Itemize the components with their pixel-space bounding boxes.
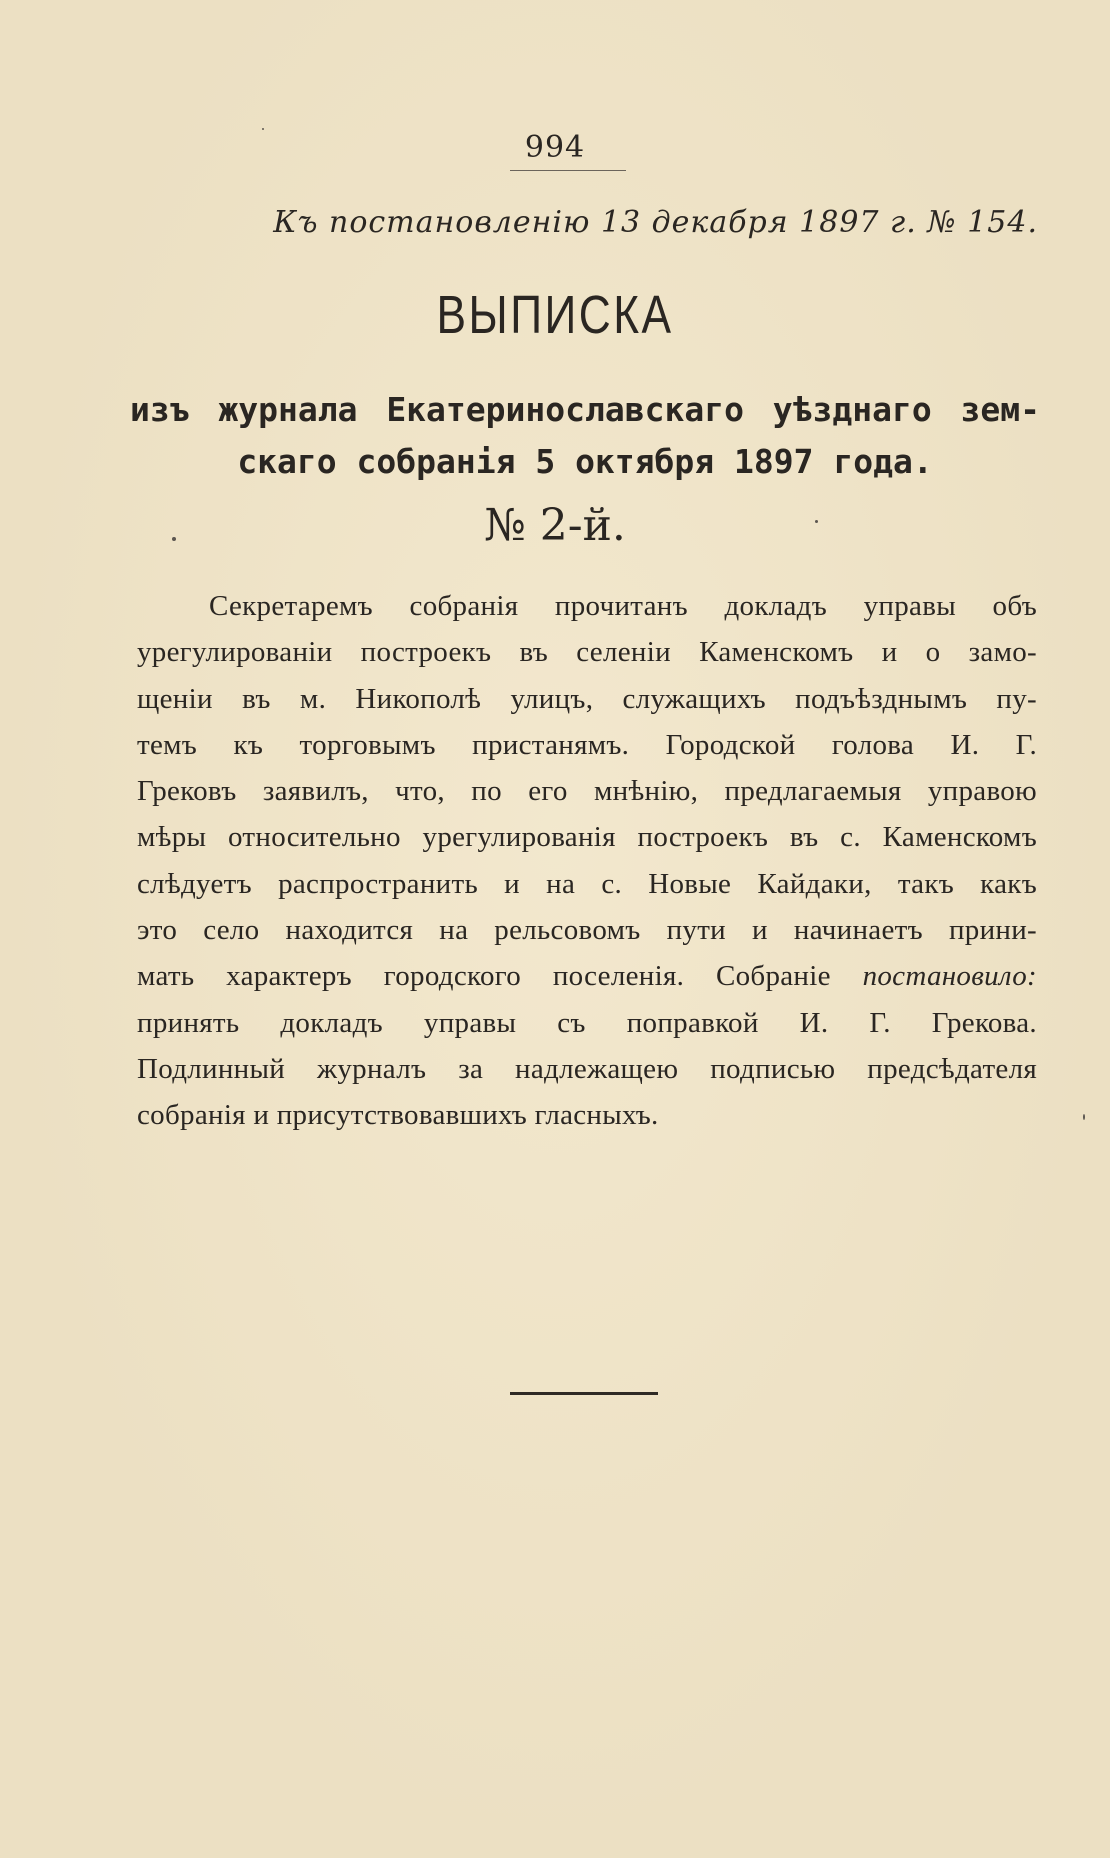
page-number-rule [510, 170, 626, 171]
item-number-heading: № 2-й. [484, 500, 626, 551]
body-line: слѣдуетъ распространить и на с. Новые Кайдаки, такъ какъ [137, 867, 1037, 900]
body-line: Секретаремъ собранія прочитанъ докладъ управы объ [209, 590, 1037, 622]
body-line-text: мать характеръ городского поселенія. Собраніе [137, 960, 831, 993]
body-line: щеніи въ м. Никополѣ улицъ, служащихъ подъѣзднымъ пу- [137, 682, 1037, 715]
body-line: принять докладъ управы съ поправкой И. Г. Грекова. [137, 1006, 1037, 1039]
body-paragraph [137, 583, 1037, 1139]
paper-speck [262, 128, 264, 130]
body-line: это село находится на рельсовомъ пути и начинаетъ прини- [137, 914, 1037, 947]
body-line [137, 953, 1037, 999]
body-line: темъ къ торговымъ пристанямъ. Городской голова И. Г. [137, 728, 1037, 761]
body-line: собранія и присутствовавшихъ гласныхъ. [137, 1099, 659, 1132]
body-line: мѣры относительно урегулированія построекъ въ с. Каменскомъ [137, 821, 1037, 854]
subtitle-line-2: скаго собранія 5 октября 1897 года. [237, 442, 933, 481]
resolved-italic: постановило: [862, 960, 1037, 993]
page-number: 994 [524, 130, 586, 165]
body-line: Подлинный журналъ за надлежащею подписью предсѣдателя [137, 1052, 1037, 1085]
body-line: урегулированіи построекъ въ селеніи Каменскомъ и о замо- [137, 636, 1037, 669]
end-rule [510, 1392, 658, 1395]
document-subtitle [130, 384, 1040, 488]
document-title: ВЫПИСКА [436, 285, 674, 345]
subtitle-line-1: изъ журнала Екатеринославскаго уѣзднаго зем- [130, 390, 1040, 429]
resolution-reference: Къ постановленію 13 декабря 1897 г. № 154. [273, 205, 1038, 240]
body-line: Грековъ заявилъ, что, по его мнѣнію, предлагаемыя управою [137, 775, 1037, 808]
paper-speck [815, 520, 818, 523]
paper-speck [172, 537, 176, 541]
paper-speck [1083, 1114, 1085, 1120]
